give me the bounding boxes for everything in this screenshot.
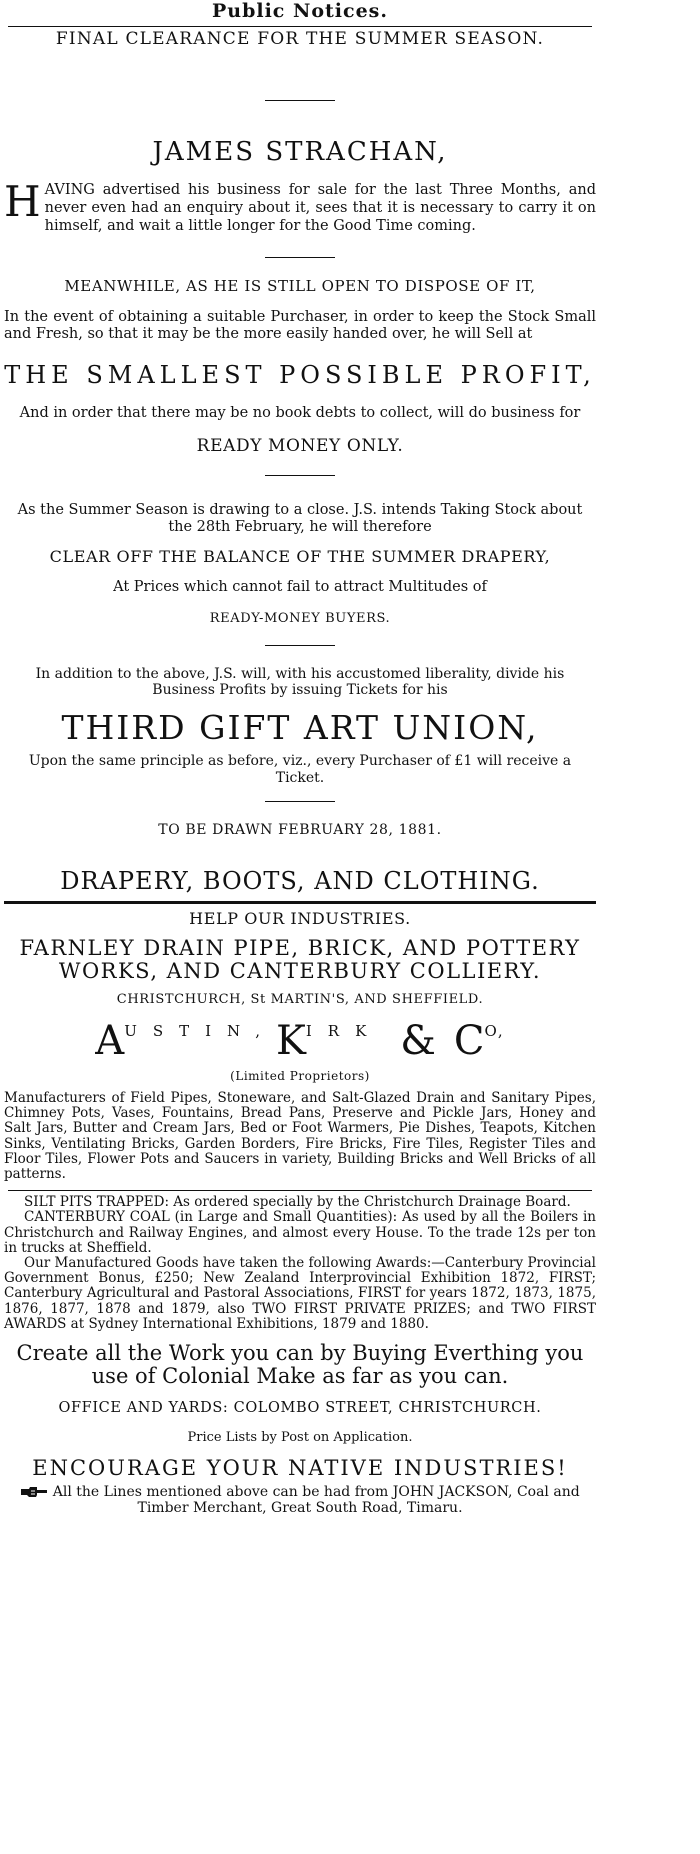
spacer bbox=[4, 1446, 596, 1456]
spacer bbox=[4, 698, 596, 708]
company-initial-a: A bbox=[95, 1018, 125, 1064]
works-heading-line-1: FARNLEY DRAIN PIPE, BRICK, AND POTTERY bbox=[19, 936, 581, 960]
create-work-slogan: Create all the Work you can by Buying Everthing you use of Colonial Make as far as you can. bbox=[16, 1341, 584, 1389]
spacer bbox=[4, 646, 596, 666]
spacer bbox=[4, 627, 596, 645]
company-co-rest: O, bbox=[484, 1022, 505, 1040]
office-yards-line: OFFICE AND YARDS: COLOMBO STREET, CHRISTCHURCH. bbox=[58, 1400, 542, 1417]
spacer bbox=[4, 295, 596, 309]
strachan-notice bbox=[4, 31, 596, 901]
intro-text: AVING advertised his business for sale for the last Three Months, and never even had an enquiry about it, sees that it is necessary to carry it on himself, and wait a little longer for the Good Time coming. bbox=[44, 182, 596, 234]
addition-paragraph: In addition to the above, J.S. will, with his accustomed liberality, divide his Business Profits by issuing Tickets for his bbox=[35, 666, 565, 698]
company-initial-c: C bbox=[453, 1018, 485, 1064]
company-name bbox=[4, 1018, 596, 1064]
price-lists-line: Price Lists by Post on Application. bbox=[187, 1430, 413, 1446]
header-rule bbox=[8, 26, 592, 27]
john-jackson-text: All the Lines mentioned above can be had from JOHN JACKSON, Coal and Timber Merchant, Great South Road, Timaru. bbox=[52, 1484, 580, 1517]
john-jackson-paragraph bbox=[4, 1484, 596, 1516]
spacer bbox=[4, 389, 596, 405]
spacer bbox=[4, 235, 596, 257]
clear-off-line: CLEAR OFF THE BALANCE OF THE SUMMER DRAPERY, bbox=[49, 547, 551, 566]
company-austin-rest: USTIN, bbox=[124, 1022, 276, 1040]
ready-money-buyers-line: READY-MONEY BUYERS. bbox=[209, 611, 391, 626]
spacer bbox=[4, 258, 596, 278]
public-notices-page bbox=[4, 0, 596, 1516]
ready-money-line: READY MONEY ONLY. bbox=[196, 436, 404, 456]
smallest-profit-heading: THE SMALLEST POSSIBLE PROFIT, bbox=[4, 361, 596, 389]
spacer bbox=[4, 455, 596, 475]
final-clearance-line: FINAL CLEARANCE FOR THE SUMMER SEASON. bbox=[55, 29, 545, 49]
spacer bbox=[4, 802, 596, 822]
principle-line: Upon the same principle as before, viz., every Purchaser of £1 will receive a Ticket. bbox=[28, 753, 572, 786]
book-debts-line: And in order that there may be no book debts to collect, will do business for bbox=[19, 405, 581, 421]
spacer bbox=[4, 565, 596, 579]
spacer bbox=[4, 1182, 596, 1190]
limited-proprietors: (Limited Proprietors) bbox=[230, 1069, 370, 1083]
spacer bbox=[4, 596, 596, 610]
spacer bbox=[4, 167, 596, 181]
drop-cap: H bbox=[4, 177, 41, 226]
drawn-date-line: TO BE DRAWN FEBRUARY 28, 1881. bbox=[158, 822, 442, 838]
help-industries-line: HELP OUR INDUSTRIES. bbox=[189, 909, 411, 928]
company-ampersand: & bbox=[400, 1018, 436, 1064]
works-heading-line-2: WORKS, AND CANTERBURY COLLIERY. bbox=[58, 959, 542, 983]
spacer bbox=[4, 983, 596, 991]
spacer bbox=[4, 48, 596, 100]
encourage-industries-heading: ENCOURAGE YOUR NATIVE INDUSTRIES! bbox=[32, 1456, 568, 1481]
spacer bbox=[4, 1008, 596, 1018]
intro-paragraph bbox=[4, 177, 596, 235]
summer-season-paragraph: As the Summer Season is drawing to a close. J.S. intends Taking Stock about the 28th February, he will therefore bbox=[17, 502, 583, 535]
spacer bbox=[4, 476, 596, 502]
canterbury-coal-paragraph: CANTERBURY COAL (in Large and Small Quantities): As used by all the Boilers in Christchurch and Railway Engines, and almost every House. To the trade 12s per ton in trucks at Sheffield. bbox=[4, 1209, 596, 1256]
awards-paragraph: Our Manufactured Goods have taken the following Awards:—Canterbury Provincial Government Bonus, £250; New Zealand Interprovincial Exhibition 1872, FIRST; Canterbury Agricultural and Pastoral Associations, FIRST for years 1872, 1873, 1875, 1876, 1877, 1878 and 1879, also TWO FIRST PRIVATE PRIZES; and TWO FIRST AWARDS at Sydney International Exhibitions, 1879 and 1880. bbox=[4, 1255, 596, 1332]
prices-line: At Prices which cannot fail to attract Multitudes of bbox=[113, 579, 487, 595]
silt-pits-line: SILT PITS TRAPPED: As ordered specially by the Christchurch Drainage Board. bbox=[24, 1194, 571, 1211]
meanwhile-line: MEANWHILE, AS HE IS STILL OPEN TO DISPOSE OF IT, bbox=[64, 277, 536, 295]
page-title: Public Notices. bbox=[211, 0, 388, 22]
spacer bbox=[4, 787, 596, 801]
purchaser-paragraph: In the event of obtaining a suitable Purchaser, in order to keep the Stock Small and Fresh, so that it may be the more easily handed over, he will Sell at bbox=[4, 309, 596, 342]
art-union-heading: THIRD GIFT ART UNION, bbox=[61, 708, 539, 747]
company-kirk-rest: IRK bbox=[305, 1022, 383, 1040]
merchant-name: JAMES STRACHAN, bbox=[152, 137, 448, 167]
company-initial-k: K bbox=[275, 1018, 306, 1064]
spacer bbox=[4, 1388, 596, 1400]
austin-kirk-notice bbox=[4, 904, 596, 1516]
spacer bbox=[4, 343, 596, 361]
spacer bbox=[4, 839, 596, 867]
pointing-hand-icon bbox=[20, 1486, 48, 1499]
spacer bbox=[4, 101, 596, 137]
drapery-heading: DRAPERY, BOOTS, AND CLOTHING. bbox=[60, 867, 540, 895]
manufacturers-paragraph: Manufacturers of Field Pipes, Stoneware, and Salt-Glazed Drain and Sanitary Pipes, Chimney Pots, Vases, Fountains, Bread Pans, Preserve and Pickle Jars, Honey and Salt Jars, Butter and Cream Jars, Bed or Foot Warmers, Pie Dishes, Teapots, Kitchen Sinks, Ventilating Bricks, Garden Borders, Fire Bricks, Fire Tiles, Register Tiles and Floor Tiles, Flower Pots and Saucers in variety, Building Bricks and Well Bricks of all patterns. bbox=[4, 1090, 596, 1183]
locations-line: CHRISTCHURCH, St MARTIN'S, AND SHEFFIELD. bbox=[116, 992, 484, 1007]
spacer bbox=[4, 1417, 596, 1429]
